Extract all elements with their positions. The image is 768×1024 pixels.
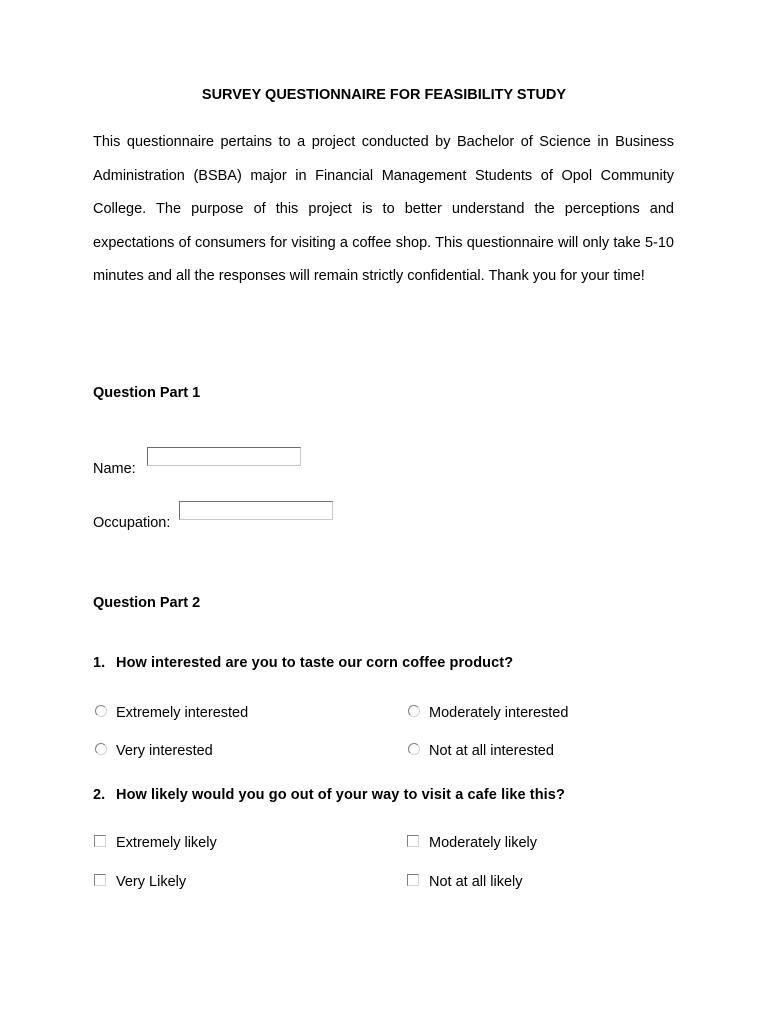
q2-option-label: Not at all likely [429,874,523,890]
name-label: Name: [93,461,136,477]
q1-option-label: Moderately interested [429,705,569,721]
q2-option-label: Extremely likely [116,835,217,851]
part1-heading: Question Part 1 [93,385,201,401]
checkbox-icon[interactable] [94,874,106,886]
occupation-label: Occupation: [93,515,171,531]
question-2 [93,787,565,803]
checkbox-icon[interactable] [407,874,419,886]
document-title: SURVEY QUESTIONNAIRE FOR FEASIBILITY STUDY [201,87,567,103]
question-1 [93,655,513,671]
q2-option-label: Moderately likely [429,835,537,851]
radio-button-icon[interactable] [95,743,107,755]
question-2-number: 2. [93,787,106,803]
intro-paragraph: This questionnaire pertains to a project conducted by Bachelor of Science in Business Administration (BSBA) major in Financial Management Students of Opol Community College. The purpose of this project is to better understand the perceptions and expectations of consumers for visiting a coffee shop. This questionnaire will only take 5-10 minutes and all the responses will remain strictly confidential. Thank you for your time! [93,134,674,285]
q2-option-label: Very Likely [116,874,187,890]
part2-heading: Question Part 2 [93,595,201,611]
question-1-text: How interested are you to taste our corn coffee product? [116,655,514,671]
q1-option-label: Extremely interested [116,705,249,721]
radio-button-icon[interactable] [95,705,107,717]
q1-option-label: Not at all interested [429,743,554,759]
q1-option-label: Very interested [116,743,213,759]
radio-button-icon[interactable] [408,705,420,717]
name-field[interactable] [147,447,301,466]
radio-button-icon[interactable] [408,743,420,755]
question-2-text: How likely would you go out of your way to visit a cafe like this? [116,787,565,803]
checkbox-icon[interactable] [94,835,106,847]
question-1-number: 1. [93,655,106,671]
checkbox-icon[interactable] [407,835,419,847]
occupation-field[interactable] [179,501,333,520]
